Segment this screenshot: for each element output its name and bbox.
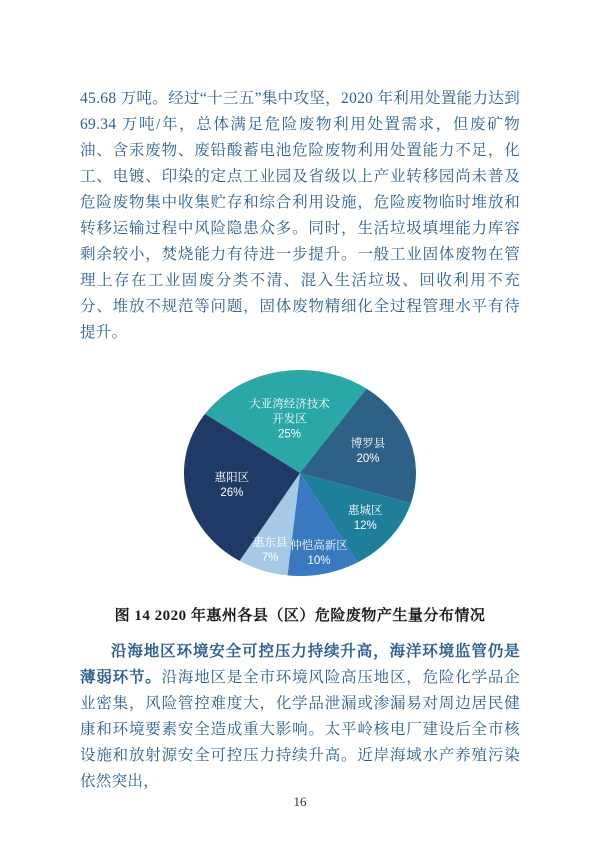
paragraph-coastal-risk — [80, 639, 520, 795]
pie-slice-label: 博罗县 20% — [350, 438, 386, 466]
figure-14 — [80, 366, 520, 625]
pie-chart — [180, 366, 420, 582]
pie-slice-label: 惠东县 7% — [252, 537, 288, 564]
figure-caption: 图 14 2020 年惠州各县（区）危险废物产生量分布情况 — [114, 608, 486, 624]
page-number: 16 — [293, 794, 307, 809]
paragraph-lead-bold: 沿海地区环境安全可控压力持续升高，海洋环境监管仍是薄弱环节。 — [80, 643, 520, 686]
paragraph-rest: 沿海地区是全市环境风险高压地区，危险化学品企业密集，风险管控难度大，化学品泄漏或渗漏易对周边居民健康和环境要素安全造成重大影响。太平岭核电厂建设后全市核设施和放射源安全可控压力持续升高。近岸海域水产养殖污染依然突出， — [80, 669, 520, 790]
pie-slice-label: 惠阳区 26% — [214, 471, 250, 499]
pie-slice-label: 仲恺高新区 10% — [290, 539, 348, 567]
pie-chart-svg — [180, 366, 420, 582]
paragraph-solid-waste: 45.68 万吨。经过“十三五”集中攻坚，2020 年利用处置能力达到 69.34 万吨/年，总体满足危险废物利用处置需求，但废矿物油、含汞废物、废铅酸蓄电池危险废物利用处置能力不足，化工、电镀、印染的定点工业园及省级以上产业转移园尚未普及危险废物集中收集贮存和综合利用设施，危险废物临时堆放和转移运输过程中风险隐患众多。同时，生活垃圾填埋能力库容剩余较小，焚烧能力有待进一步提升。一般工业固体废物在管理上存在工业固废分类不清、混入生活垃圾、回收利用不充分、堆放不规范等问题，固体废物精细化全过程管理水平有待提升。 — [80, 90, 520, 341]
pie-slice-label: 大亚湾经济技术开发区 25% — [249, 398, 330, 441]
pie-slice-label: 惠城区 12% — [348, 505, 383, 533]
page-content — [80, 86, 520, 795]
